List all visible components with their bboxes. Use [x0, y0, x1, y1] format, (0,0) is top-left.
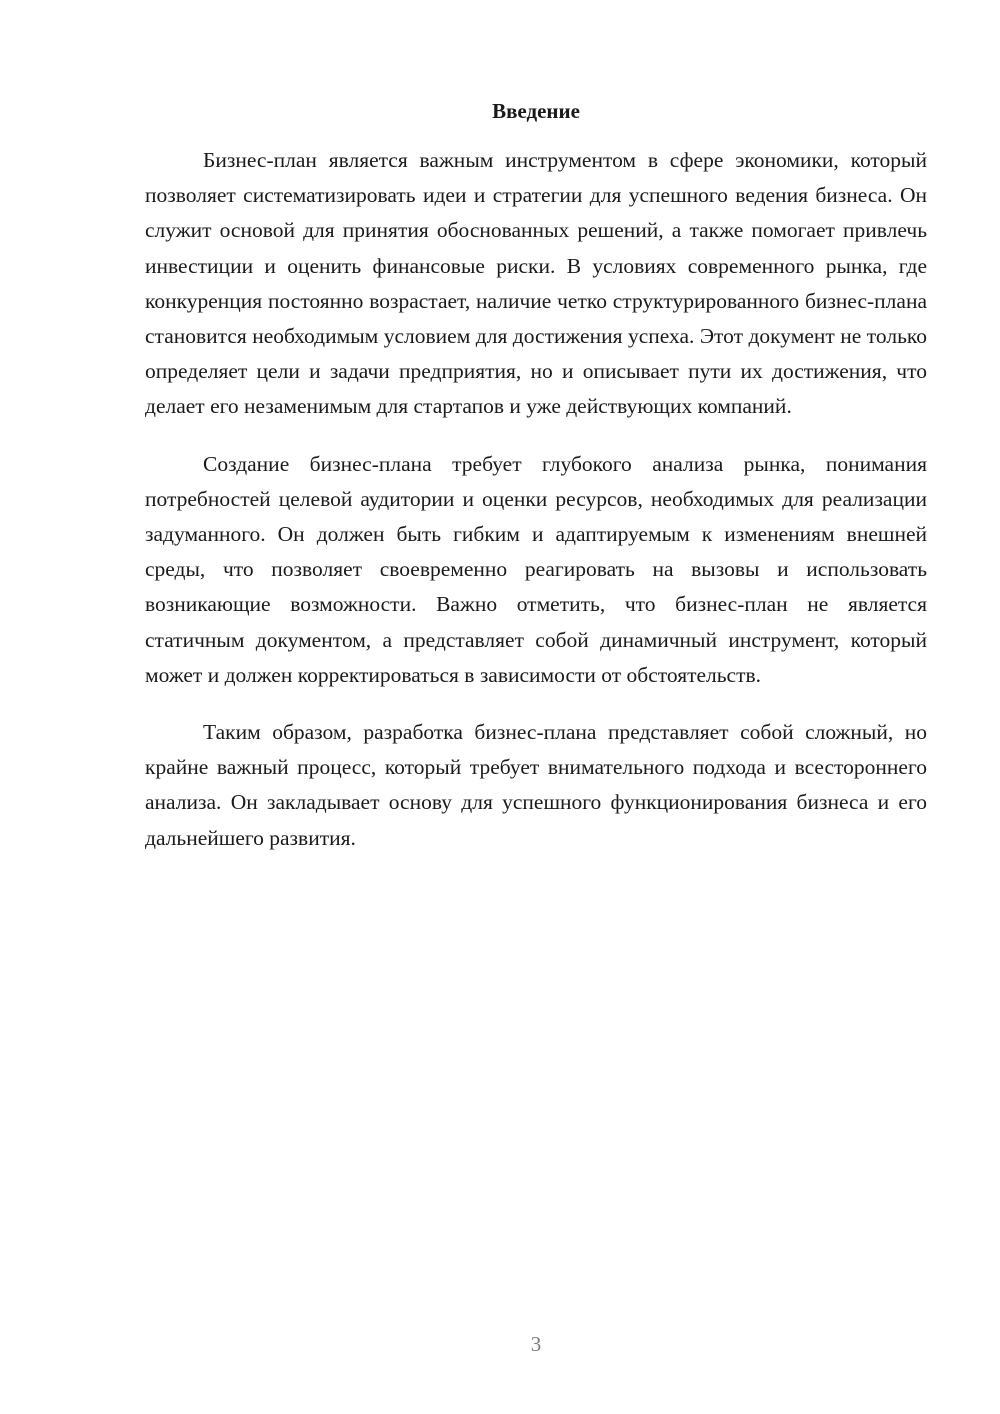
paragraph-2: Создание бизнес-плана требует глубокого анализа рынка, понимания потребностей целевой аудитории и оценки ресурсов, необходимых для реализации задуманного. Он должен быть гибким и адаптируемым к изменениям внешней среды, что позволяет своевременно реагировать на вызовы и использовать возникающие возможности. Важно отметить, что бизнес-план не является статичным документом, а представляет собой динамичный инструмент, который может и должен корректироваться в зависимости от обстоятельств. [145, 451, 927, 687]
page-title: Введение [492, 99, 580, 123]
paragraph-1: Бизнес-план является важным инструментом в сфере экономики, который позволяет систематизировать идеи и стратегии для успешного ведения бизнеса. Он служит основой для принятия обоснованных решений, а также помогает привлечь инвестиции и оценить финансовые риски. В условиях современного рынка, где конкуренция постоянно возрастает, наличие четко структурированного бизнес-плана становится необходимым условием для достижения успеха. Этот документ не только определяет цели и задачи предприятия, но и описывает пути их достижения, что делает его незаменимым для стартапов и уже действующих компаний. [145, 148, 927, 419]
paragraph-3: Таким образом, разработка бизнес-плана представляет собой сложный, но крайне важный процесс, который требует внимательного подхода и всестороннего анализа. Он закладывает основу для успешного функционирования бизнеса и его дальнейшего развития. [145, 720, 927, 850]
document-body [145, 143, 927, 878]
page-number: 3 [530, 1332, 542, 1356]
